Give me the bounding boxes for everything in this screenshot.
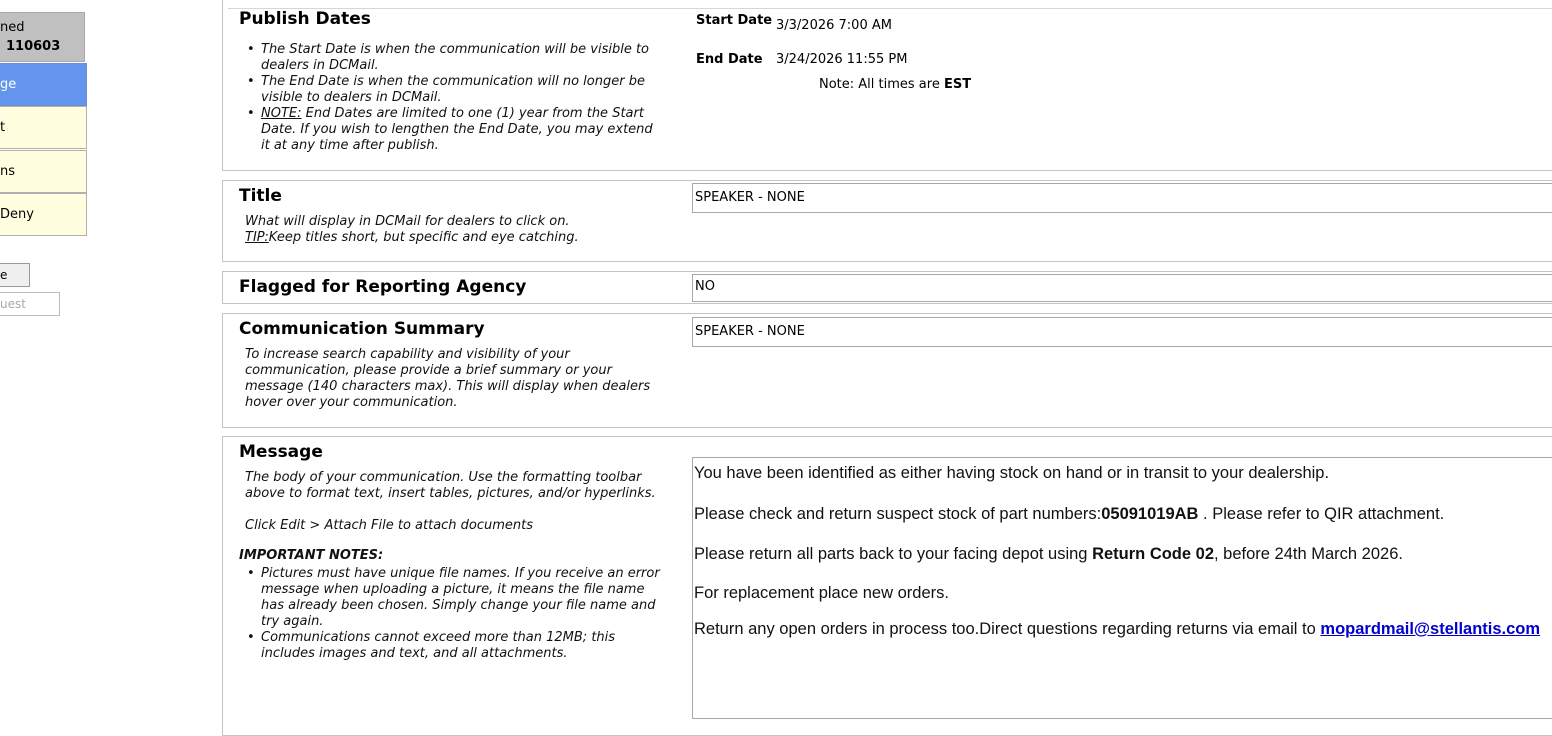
important-notes-list: [245, 566, 665, 662]
title-help-text: What will display in DCMail for dealers to click on.: [245, 214, 570, 229]
publish-note-start: • The Start Date is when the communication will be visible to dealers in DCMail.: [261, 42, 665, 74]
sidebar-header-status: ned: [0, 20, 25, 35]
message-text: Please return all parts back to your facing depot using: [694, 545, 1093, 563]
sidebar-action-button[interactable]: [0, 263, 30, 287]
note-label: NOTE:: [261, 106, 302, 121]
flagged-field[interactable]: NO: [692, 274, 1552, 302]
message-section: [222, 436, 1552, 736]
message-text: Please check and return suspect stock of part numbers:: [694, 505, 1102, 523]
timezone-note-text: Note: All times are: [819, 77, 944, 92]
note-text: End Dates are limited to one (1) year from the Start Date. If you wish to lengthen the End Date, you may extend it at any time after publish.: [261, 106, 653, 153]
publish-dates-section: [222, 0, 1552, 171]
start-date-label: Start Date: [696, 13, 773, 28]
message-help: The body of your communication. Use the formatting toolbar above to format text, insert tables, pictures, and/or hyperlinks.: [245, 470, 656, 501]
end-date-label: End Date: [696, 52, 763, 67]
sidebar-item-label: Deny: [0, 207, 34, 222]
title-tip: [245, 230, 685, 246]
part-number: 05091019AB: [1101, 505, 1199, 523]
sidebar-button-label: uest: [0, 297, 26, 311]
sidebar-item-message[interactable]: [0, 63, 87, 106]
sidebar-item-label: ge: [0, 77, 17, 92]
summary-help: To increase search capability and visibility of your communication, please provide a brief summary or your message (140 characters max). This will display when dealers hover over your communication.: [245, 347, 651, 410]
publish-dates-heading: Publish Dates: [239, 9, 371, 29]
sidebar-header: [0, 12, 85, 62]
sidebar-item-3[interactable]: [0, 150, 87, 193]
sidebar-nav: [0, 0, 100, 727]
summary-heading: Communication Summary: [239, 319, 485, 339]
timezone-note: [819, 77, 971, 92]
tip-label: TIP:: [245, 230, 269, 245]
sidebar-item-2[interactable]: [0, 106, 87, 149]
summary-section: [222, 313, 1552, 428]
message-heading: Message: [239, 442, 323, 462]
tip-text: Keep titles short, but specific and eye catching.: [268, 230, 579, 245]
end-date-value[interactable]: 3/24/2026 11:55 PM: [776, 52, 908, 67]
note-size-limit: • Communications cannot exceed more than 12MB; this includes images and text, and all attachments.: [261, 630, 665, 662]
flagged-section: [222, 271, 1552, 304]
title-section: [222, 180, 1552, 262]
publish-note-end: • The End Date is when the communication will no longer be visible to dealers in DCMail.: [261, 74, 665, 106]
important-notes-title: IMPORTANT NOTES:: [239, 548, 384, 563]
publish-note-limit: [261, 106, 665, 154]
message-line-1: You have been identified as either having stock on hand or in transit to your dealership.: [694, 464, 1330, 482]
sidebar-request-button[interactable]: [0, 292, 60, 316]
message-text: , before 24th March 2026.: [1214, 545, 1403, 563]
title-help: [245, 214, 685, 246]
sidebar-item-deny[interactable]: [0, 193, 87, 236]
message-line-5: [694, 620, 1540, 639]
note-unique-filenames: • Pictures must have unique file names. If you receive an error message when uploading a picture, it means the file name has already been chosen. Simply change your file name and try again.: [261, 566, 665, 630]
timezone-value: EST: [943, 77, 972, 92]
publish-dates-help: [245, 42, 665, 154]
title-heading: Title: [239, 186, 282, 206]
message-line-2: [694, 505, 1444, 524]
summary-field[interactable]: SPEAKER - NONE: [692, 317, 1552, 347]
message-text: Return any open orders in process too.Direct questions regarding returns via email to: [694, 620, 1321, 638]
message-line-3: [694, 545, 1403, 564]
attach-hint: Click Edit > Attach File to attach documents: [245, 518, 534, 533]
title-field[interactable]: SPEAKER - NONE: [692, 183, 1552, 213]
start-date-value[interactable]: 3/3/2026 7:00 AM: [776, 18, 892, 33]
message-text: . Please refer to QIR attachment.: [1198, 505, 1445, 523]
sidebar-header-id: 110603: [6, 39, 61, 54]
sidebar-item-label: ns: [0, 164, 16, 179]
message-line-4: For replacement place new orders.: [694, 584, 949, 602]
message-body-editor[interactable]: [692, 457, 1552, 719]
email-link[interactable]: mopardmail@stellantis.com: [1320, 620, 1541, 638]
flagged-heading: Flagged for Reporting Agency: [239, 277, 527, 297]
return-code: Return Code 02: [1092, 545, 1214, 563]
sidebar-item-label: t: [0, 120, 6, 135]
sidebar-button-label: e: [0, 268, 8, 282]
